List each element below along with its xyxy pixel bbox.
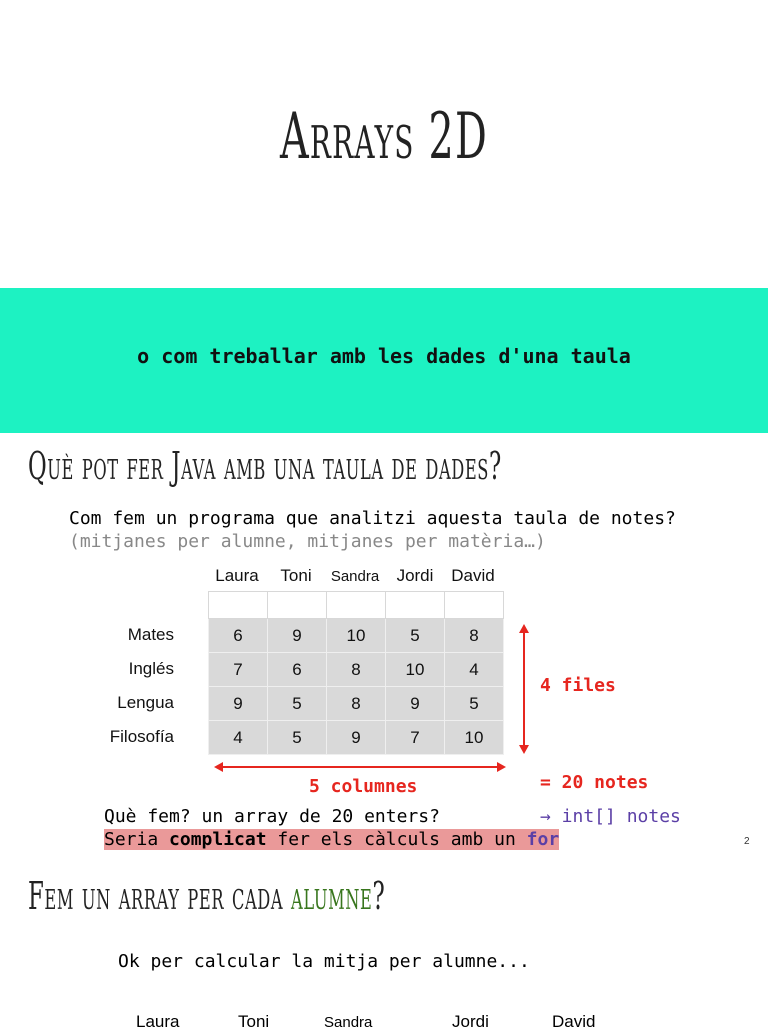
table-cell: 6 <box>268 653 327 687</box>
table-cell <box>209 592 268 619</box>
slide3-heading <box>28 874 385 918</box>
column-header: David <box>451 566 495 585</box>
slide-title: Arrays 2D <box>279 100 489 174</box>
rows-arrow-icon <box>512 622 536 756</box>
table-row <box>209 619 504 653</box>
rows-count-label: 4 files <box>540 675 616 696</box>
slide3-text: Ok per calcular la mitja per alumne... <box>118 951 530 972</box>
column-header: Sandra <box>324 1014 373 1031</box>
table-cell: 5 <box>268 687 327 721</box>
heading-pre: Fem un array per cada <box>28 874 292 918</box>
column-header: Toni <box>238 1012 270 1031</box>
column-header: Laura <box>215 566 259 585</box>
grades-table <box>208 591 504 755</box>
table-cell: 8 <box>327 653 386 687</box>
array-question: Què fem? un array de 20 enters? <box>104 806 440 827</box>
table-cell: 6 <box>209 619 268 653</box>
table-row-blank <box>209 592 504 619</box>
table-cell: 9 <box>386 687 445 721</box>
slide-heading: Què pot fer Java amb una taula de dades? <box>28 444 502 488</box>
slide-subtitle: o com treballar amb les dades d'una taula <box>137 344 631 368</box>
table-cell: 4 <box>445 653 504 687</box>
row-label: Inglés <box>128 659 174 678</box>
heading-post: ? <box>372 874 386 918</box>
table-row <box>209 687 504 721</box>
column-header: Toni <box>280 566 312 585</box>
columns-count-label: 5 columnes <box>309 776 418 797</box>
array-hint: → int[] notes <box>540 806 681 827</box>
question-line-1: Com fem un programa que analitzi aquesta taula de notes? <box>69 508 676 529</box>
table-cell: 9 <box>209 687 268 721</box>
table-cell <box>445 592 504 619</box>
total-notes-label: = 20 notes <box>540 772 649 793</box>
complicat-mid: fer els càlculs amb un <box>266 829 527 850</box>
table-cell: 9 <box>268 619 327 653</box>
column-header: Jordi <box>396 566 434 585</box>
complicat-note <box>104 829 559 850</box>
table-cell: 7 <box>386 721 445 755</box>
question-line-2: (mitjanes per alumne, mitjanes per matèria…) <box>69 531 546 552</box>
table-cell: 10 <box>445 721 504 755</box>
row-label: Lengua <box>117 693 174 712</box>
row-label: Filosofía <box>109 727 174 746</box>
column-header: Jordi <box>452 1012 489 1031</box>
table-cell: 9 <box>327 721 386 755</box>
complicat-bold: complicat <box>169 829 267 850</box>
table-cell: 5 <box>386 619 445 653</box>
complicat-pre: Seria <box>104 829 170 850</box>
column-header: Sandra <box>330 568 380 585</box>
table-cell: 5 <box>445 687 504 721</box>
for-keyword: for <box>526 829 560 850</box>
row-label: Mates <box>127 625 174 644</box>
table-cell: 4 <box>209 721 268 755</box>
table-cell: 10 <box>386 653 445 687</box>
table-cell: 8 <box>327 687 386 721</box>
columns-arrow-icon <box>212 758 508 776</box>
table-cell: 7 <box>209 653 268 687</box>
table-cell <box>268 592 327 619</box>
column-header: Laura <box>136 1012 180 1031</box>
page-number: 2 <box>744 836 750 847</box>
table-cell: 8 <box>445 619 504 653</box>
table-row <box>209 721 504 755</box>
table-cell: 5 <box>268 721 327 755</box>
column-header: David <box>552 1012 596 1031</box>
table-cell <box>327 592 386 619</box>
table-row <box>209 653 504 687</box>
table-cell: 10 <box>327 619 386 653</box>
heading-accent: alumne <box>291 874 373 918</box>
table-cell <box>386 592 445 619</box>
